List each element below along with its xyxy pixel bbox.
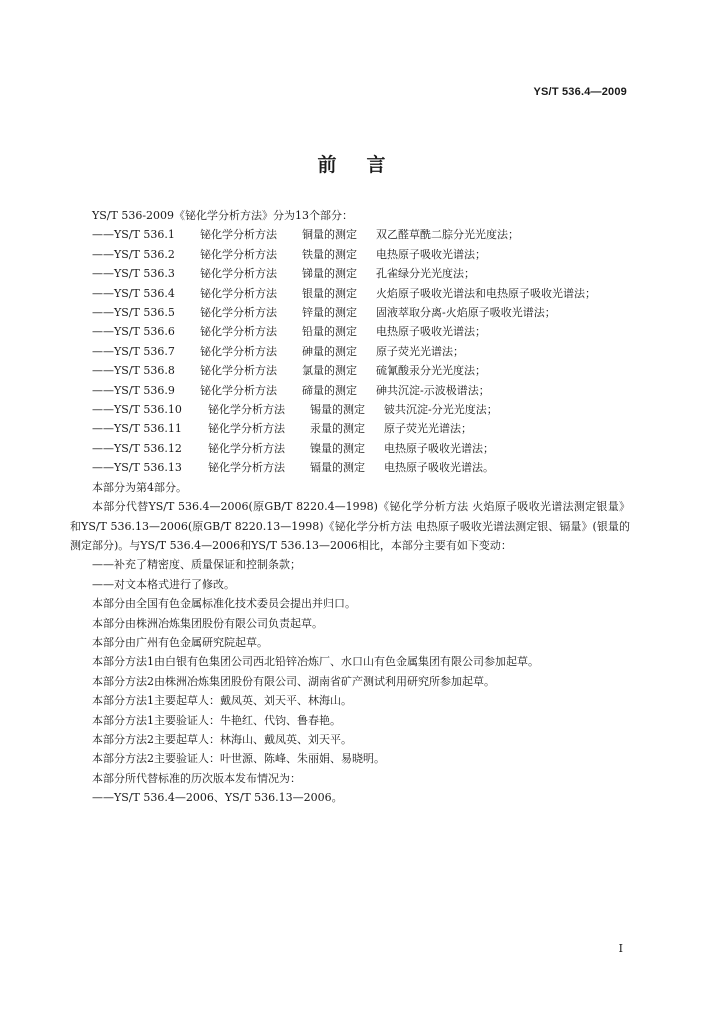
- part-technique: 孔雀绿分光光度法；: [376, 267, 475, 281]
- part-method: 铋化学分析方法: [200, 364, 277, 378]
- part-statement: 本部分为第4部分。: [92, 480, 187, 494]
- statement: 本部分方法1主要起草人：戴凤英、刘天平、林海山。: [92, 694, 352, 708]
- part-element: 氯量的测定: [302, 364, 357, 378]
- part-code: ——YS/T 536.1: [92, 228, 175, 242]
- part-method: 铋化学分析方法: [200, 344, 277, 358]
- statement: 本部分方法2主要起草人：林海山、戴凤英、刘天平。: [92, 732, 352, 746]
- part-item: [70, 439, 630, 458]
- parts-list: [70, 225, 630, 477]
- part-technique: 电热原子吸收光谱法；: [376, 247, 486, 261]
- part-technique: 原子荧光光谱法；: [384, 422, 472, 436]
- part-method: 铋化学分析方法: [208, 403, 285, 417]
- statement: 本部分方法1由白银有色集团公司西北铅锌冶炼厂、水口山有色金属集团有限公司参加起草。: [92, 655, 539, 669]
- part-technique: 火焰原子吸收光谱法和电热原子吸收光谱法；: [376, 286, 596, 300]
- part-element: 铅量的测定: [302, 325, 357, 339]
- part-code: ——YS/T 536.2: [92, 247, 175, 261]
- part-method: 铋化学分析方法: [200, 228, 277, 242]
- standard-code: YS/T 536.4—2009: [533, 86, 627, 98]
- statement: 本部分由株洲冶炼集团股份有限公司负责起草。: [92, 616, 323, 630]
- statement: 本部分方法2由株洲冶炼集团股份有限公司、湖南省矿产测试利用研究所参加起草。: [92, 674, 495, 688]
- part-code: ——YS/T 536.4: [92, 286, 175, 300]
- part-item: [70, 303, 630, 322]
- part-code: ——YS/T 536.11: [92, 422, 182, 436]
- part-item: [70, 245, 630, 264]
- part-code: ——YS/T 536.12: [92, 441, 182, 455]
- part-technique: 硫氰酸汞分光光度法；: [376, 364, 486, 378]
- statement: 本部分方法1主要验证人：牛艳红、代钧、鲁春艳。: [92, 713, 341, 727]
- part-method: 铋化学分析方法: [208, 422, 285, 436]
- part-technique: 电热原子吸收光谱法；: [376, 325, 486, 339]
- part-element: 汞量的测定: [310, 422, 365, 436]
- part-code: ——YS/T 536.7: [92, 344, 175, 358]
- part-element: 镍量的测定: [310, 441, 365, 455]
- part-method: 铋化学分析方法: [208, 461, 285, 475]
- part-item: [70, 361, 630, 380]
- change-item: ——对文本格式进行了修改。: [92, 577, 235, 591]
- part-technique: 双乙醛草酰二腙分光光度法；: [376, 228, 519, 242]
- part-element: 锡量的测定: [310, 403, 365, 417]
- part-item: [70, 400, 630, 419]
- part-element: 碲量的测定: [302, 383, 357, 397]
- part-item: [70, 264, 630, 283]
- part-element: 镉量的测定: [310, 461, 365, 475]
- part-technique: 原子荧光光谱法；: [376, 344, 464, 358]
- page-number: I: [618, 942, 623, 955]
- part-technique: 固液萃取分离-火焰原子吸收光谱法；: [376, 306, 556, 320]
- part-element: 银量的测定: [302, 286, 357, 300]
- replacement-paragraph: 本部分代替YS/T 536.4—2006(原GB/T 8220.4—1998)《铋化学分析方法 火焰原子吸收光谱法测定银量》和YS/T 536.13—2006(原GB/T 8220.13—1998)《铋化学分析方法 电热原子吸收光谱法测定银、镉量》(银量的测定部分)。与YS/T 536.4—2006和YS/T 536.13—2006相比，本部分主要有如下变动：: [70, 500, 630, 552]
- intro-paragraph: YS/T 536-2009《铋化学分析方法》分为13个部分：: [92, 209, 354, 222]
- document-body: [70, 206, 630, 808]
- part-item: [70, 322, 630, 341]
- part-code: ——YS/T 536.5: [92, 306, 175, 320]
- change-item: ——补充了精密度、质量保证和控制条款；: [92, 558, 301, 572]
- part-technique: 铍共沉淀-分光光度法；: [384, 403, 498, 417]
- part-element: 锌量的测定: [302, 306, 357, 320]
- part-element: 铜量的测定: [302, 228, 357, 242]
- part-code: ——YS/T 536.8: [92, 364, 175, 378]
- part-item: [70, 458, 630, 477]
- part-method: 铋化学分析方法: [200, 286, 277, 300]
- part-element: 铁量的测定: [302, 247, 357, 261]
- part-method: 铋化学分析方法: [208, 441, 285, 455]
- part-method: 铋化学分析方法: [200, 306, 277, 320]
- part-item: [70, 342, 630, 361]
- part-code: ——YS/T 536.10: [92, 403, 182, 417]
- part-item: [70, 284, 630, 303]
- page-title: 前言: [317, 154, 416, 176]
- part-item: [70, 381, 630, 400]
- part-element: 砷量的测定: [302, 344, 357, 358]
- part-code: ——YS/T 536.13: [92, 461, 182, 475]
- part-code: ——YS/T 536.9: [92, 383, 175, 397]
- statement: 本部分由全国有色金属标准化技术委员会提出并归口。: [92, 597, 356, 611]
- statement: 本部分由广州有色金属研究院起草。: [92, 635, 268, 649]
- history-item: ——YS/T 536.4—2006、YS/T 536.13—2006。: [92, 791, 343, 805]
- part-method: 铋化学分析方法: [200, 383, 277, 397]
- statement: 本部分所代替标准的历次版本发布情况为：: [92, 771, 301, 785]
- part-method: 铋化学分析方法: [200, 247, 277, 261]
- part-technique: 电热原子吸收光谱法；: [384, 441, 494, 455]
- part-method: 铋化学分析方法: [200, 267, 277, 281]
- part-technique: 电热原子吸收光谱法。: [384, 461, 494, 475]
- part-item: [70, 225, 630, 244]
- part-method: 铋化学分析方法: [200, 325, 277, 339]
- part-code: ——YS/T 536.6: [92, 325, 175, 339]
- part-technique: 砷共沉淀-示波极谱法；: [376, 383, 490, 397]
- part-element: 锑量的测定: [302, 267, 357, 281]
- part-code: ——YS/T 536.3: [92, 267, 175, 281]
- statement: 本部分方法2主要验证人：叶世源、陈峰、朱丽娟、易晓明。: [92, 752, 385, 766]
- part-item: [70, 419, 630, 438]
